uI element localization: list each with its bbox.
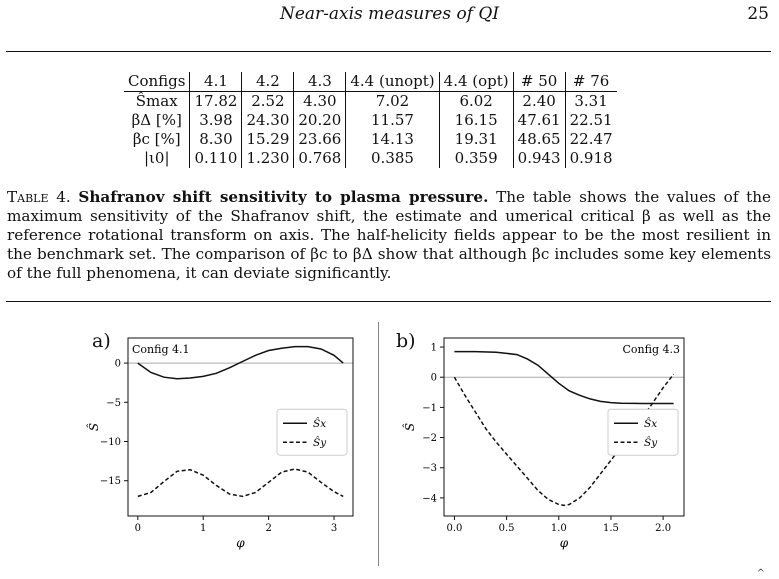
table-cell: 7.02 [346, 92, 439, 112]
legend-label: Ŝx [644, 418, 658, 431]
y-tick-label: 0 [430, 372, 437, 384]
x-tick-label: 0.0 [446, 523, 463, 534]
legend-label: Ŝx [313, 418, 327, 431]
table-header-cell: 4.1 [190, 72, 242, 92]
page-number: 25 [747, 4, 769, 24]
table-cell: 4.30 [294, 92, 346, 112]
legend-box [608, 409, 678, 455]
table-header-cell: 4.4 (opt) [439, 72, 513, 92]
table-cell: 17.82 [190, 92, 242, 112]
y-tick-label: −3 [422, 463, 437, 475]
config-annotation: Config 4.1 [132, 343, 190, 356]
table-header-cell: 4.4 (unopt) [346, 72, 439, 92]
x-axis-label: φ [559, 536, 569, 550]
table-cell: 19.31 [439, 130, 513, 149]
x-axis-label: φ [236, 536, 245, 550]
table-header-cell: # 76 [565, 72, 616, 92]
table-row [124, 92, 617, 112]
x-tick-label: 1.0 [550, 523, 567, 534]
y-tick-label: −10 [99, 437, 121, 449]
table-cell: 22.51 [569, 111, 613, 129]
table-header-cell: 4.2 [242, 72, 294, 92]
y-tick-label: 1 [430, 342, 437, 354]
table-cell: 0.768 [294, 149, 346, 168]
table-cell: 0.385 [346, 149, 439, 168]
chart-config-4-3 [402, 330, 702, 562]
panel-separator [378, 322, 379, 566]
table-cell: 2.40 [513, 92, 565, 112]
table-header-cell: # 50 [513, 72, 565, 92]
chart-config-4-1 [78, 330, 378, 562]
y-tick-label: −4 [422, 493, 437, 505]
table-cell: 22.47 [569, 130, 613, 148]
x-tick-label: 0.5 [498, 523, 515, 534]
series-line-sy [138, 469, 343, 496]
y-axis-label: Ŝ [403, 422, 417, 432]
table-row [124, 130, 617, 149]
results-table [124, 72, 617, 168]
table-row [124, 149, 617, 168]
x-tick-label: 1 [200, 523, 207, 534]
corner-mark: ^ [756, 568, 765, 579]
table-cell: 15.29 [242, 130, 294, 149]
table-cell: 48.65 [513, 130, 565, 149]
caption-label: Table 4. [7, 188, 71, 206]
table-cell: 0.110 [190, 149, 242, 168]
x-tick-label: 0 [134, 523, 141, 534]
y-axis-label: Ŝ [87, 422, 101, 432]
x-tick-label: 1.5 [603, 523, 619, 534]
table-header-cell: Configs [124, 72, 190, 92]
legend-label: Ŝy [644, 437, 658, 450]
table-cell: 1.230 [242, 149, 294, 168]
table-cell: 11.57 [346, 111, 439, 130]
table-cell: 24.30 [242, 111, 294, 130]
table-row [124, 111, 617, 130]
y-tick-label: 0 [114, 358, 121, 370]
table-cell: 20.20 [294, 111, 346, 130]
table-cell: 2.52 [242, 92, 294, 112]
row-label: βΔ [%] [124, 111, 190, 130]
table-cell: 0.943 [513, 149, 565, 168]
table-cell: 0.918 [569, 149, 613, 167]
caption-title: Shafranov shift sensitivity to plasma pressure. [78, 188, 489, 206]
table-cell: 0.359 [439, 149, 513, 168]
table-cell: 6.02 [439, 92, 513, 112]
x-tick-label: 2 [265, 523, 272, 534]
row-label: Ŝmax [124, 92, 190, 112]
table-cell: 14.13 [346, 130, 439, 149]
legend-label: Ŝy [313, 437, 327, 450]
row-label: |ι0| [124, 149, 190, 168]
table-header-row [124, 72, 617, 92]
table-caption [7, 188, 771, 283]
table-cell: 23.66 [294, 130, 346, 149]
table-cell: 8.30 [190, 130, 242, 149]
running-title: Near-axis measures of QI [279, 4, 500, 24]
y-tick-label: −15 [99, 476, 121, 488]
y-tick-label: −1 [422, 402, 437, 414]
panel-label-a: a) [92, 330, 111, 352]
caption-text: The table shows the values of the maximum sensitivity of the Shafranov shift, the estimate and umerical critical β as well as the reference rotational transform on axis. The half-helicity fields appear to be the most resilient in the benchmark set. The comparison of βc to βΔ show that although βc includes some key elements of the full phenomena, it can deviate significantly. [7, 188, 772, 282]
table-cell: 3.98 [190, 111, 242, 130]
caption-rule [6, 301, 771, 302]
row-label: βc [%] [124, 130, 190, 149]
y-tick-label: −2 [422, 433, 437, 445]
table-cell: 3.31 [574, 92, 608, 110]
table-header-cell: 4.3 [294, 72, 346, 92]
panel-label-b: b) [396, 330, 416, 352]
legend-box [277, 409, 347, 455]
config-annotation: Config 4.3 [622, 343, 680, 356]
x-tick-label: 2.0 [655, 523, 672, 534]
table-cell: 16.15 [439, 111, 513, 130]
x-tick-label: 3 [330, 523, 338, 534]
table-cell: 47.61 [513, 111, 565, 130]
header-rule [6, 51, 771, 52]
y-tick-label: −5 [106, 397, 121, 409]
